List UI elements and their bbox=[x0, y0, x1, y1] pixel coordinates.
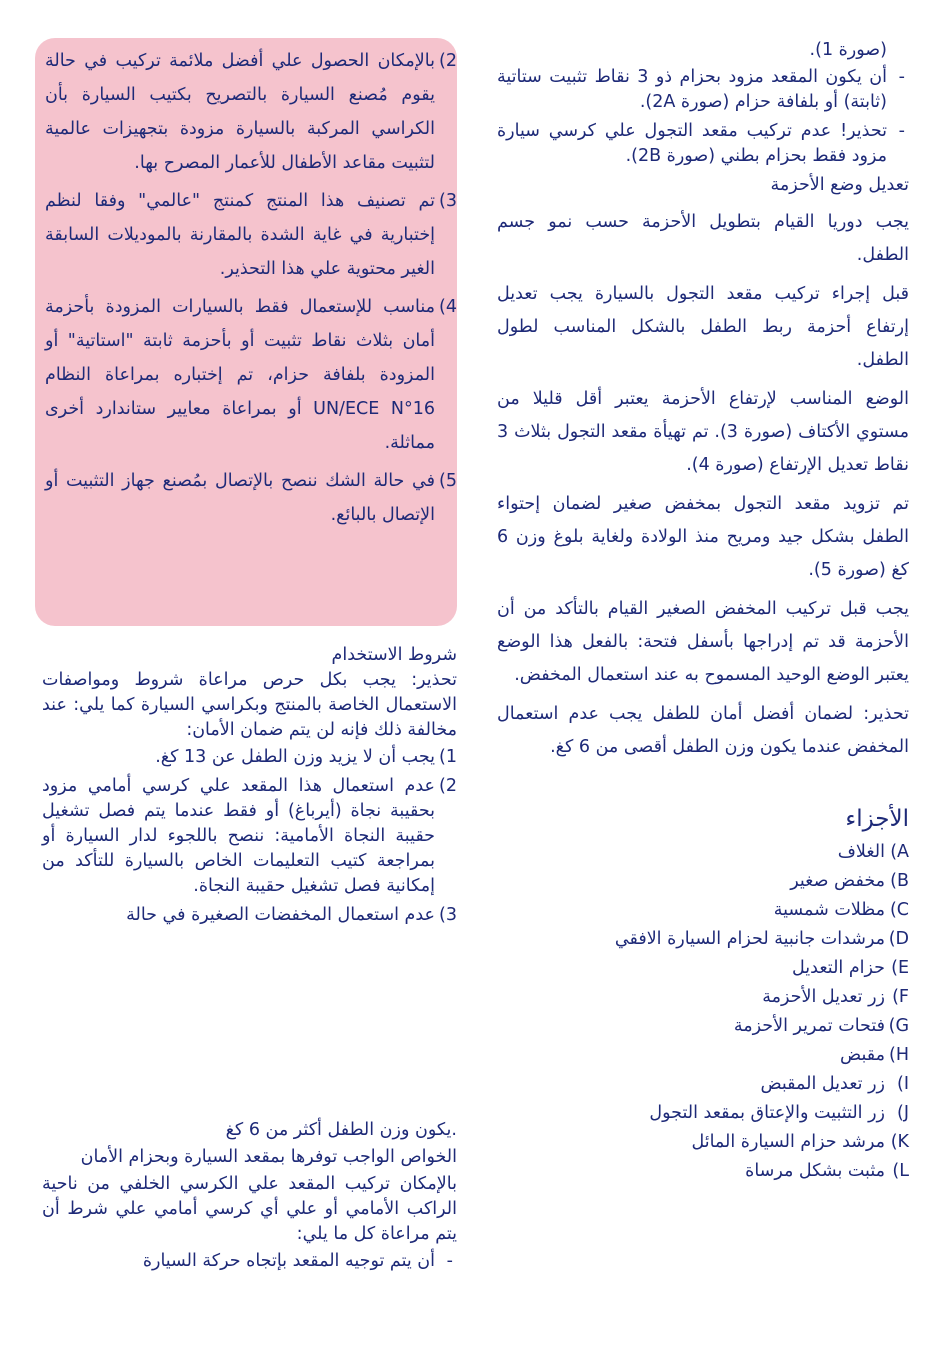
part-label: زر التثبيت والإعتاق بمقعد التجول bbox=[649, 1103, 885, 1123]
numbered-item bbox=[45, 464, 457, 532]
part-letter: F) bbox=[892, 987, 909, 1007]
section-heading: شروط الاستخدام bbox=[331, 645, 457, 665]
item-number: 5) bbox=[439, 471, 457, 491]
bullet-text: أن يكون المقعد مزود بحزام ذو 3 نقاط تثبيت ستاتية (ثابتة) أو بلفافة حزام (صورة 2A). bbox=[497, 67, 887, 112]
bullet-item bbox=[42, 1249, 457, 1274]
part-label: مرشد حزام السيارة المائل bbox=[691, 1132, 885, 1152]
dash-marker: - bbox=[446, 1251, 453, 1271]
paragraph: بالإمكان تركيب المقعد علي الكرسي الخلفي من ناحية الراكب الأمامي أو علي أي كرسي أمامي علي شرط أن يتم مراعاة كل ما يلي: bbox=[42, 1174, 457, 1244]
part-item bbox=[497, 1128, 909, 1157]
warning-paragraph: تحذير: لضمان أفضل أمان للطفل يجب عدم استعمال المخفض عندما يكون وزن الطفل أقصى من 6 كغ. bbox=[497, 704, 909, 757]
right-column bbox=[497, 38, 909, 1186]
numbered-item bbox=[42, 903, 457, 928]
continued-text: (صورة 1). bbox=[809, 40, 887, 60]
part-label: مثبت بشكل مرساة bbox=[745, 1161, 885, 1181]
item-number: 1) bbox=[439, 747, 457, 767]
item-number: 3) bbox=[439, 191, 457, 211]
item-text: يجب أن لا يزيد وزن الطفل عن 13 كغ. bbox=[155, 747, 435, 767]
numbered-item bbox=[42, 745, 457, 770]
part-label: مخفض صغير bbox=[790, 871, 885, 891]
part-item bbox=[497, 925, 909, 954]
item-text: عدم استعمال هذا المقعد علي كرسي أمامي مزود بحقيبة نجاة (أيرباغ) أو فقط عندما يتم فصل تشغيل حقيبة النجاة الأمامية: ننصح باللجوء لدار السيارة أو بمراجعة كتيب التعليمات الخاص بالسيارة للتأكد من إمكانية فصل تشغيل حقيبة النجاة. bbox=[42, 776, 435, 896]
part-letter: G) bbox=[888, 1016, 909, 1036]
section-heading: الخواص الواجب توفرها بمقعد السيارة وبحزام الأمان bbox=[80, 1147, 457, 1167]
part-letter: B) bbox=[890, 871, 909, 891]
bullet-item bbox=[497, 119, 909, 169]
bullet-text: أن يتم توجيه المقعد بإتجاه حركة السيارة bbox=[142, 1251, 435, 1271]
numbered-item bbox=[42, 774, 457, 899]
part-item bbox=[497, 867, 909, 896]
numbered-item bbox=[45, 290, 457, 460]
part-item bbox=[497, 1157, 909, 1186]
part-letter: E) bbox=[891, 958, 909, 978]
part-label: الغلاف bbox=[837, 842, 885, 862]
part-label: مقبض bbox=[840, 1045, 885, 1065]
parts-list bbox=[497, 838, 909, 1186]
usage-conditions bbox=[42, 643, 457, 932]
bullet-text: تحذير! عدم تركيب مقعد التجول علي كرسي سيارة مزود فقط بحزام بطني (صورة 2B). bbox=[497, 121, 887, 166]
part-letter: C) bbox=[889, 900, 909, 920]
item-number: 2) bbox=[439, 776, 457, 796]
car-seat-requirements bbox=[42, 1118, 457, 1274]
part-item bbox=[497, 1070, 909, 1099]
item-number: 2) bbox=[439, 51, 457, 71]
paragraph: الوضع المناسب لإرتفاع الأحزمة يعتبر أقل قليلا من مستوي الأكتاف (صورة 3). تم تهيأة مقعد التجول بثلاث 3 نقاط تعديل الإرتفاع (صورة 4). bbox=[497, 389, 910, 475]
section-heading: تعديل وضع الأحزمة bbox=[770, 175, 909, 195]
paragraph: يجب قبل تركيب المخفض الصغير القيام بالتأكد من أن الأحزمة قد تم إدراجها بأسفل فتحة: بالفعل هذا الوضع يعتبر الوضع الوحيد المسموح به عند استعمال المخفض. bbox=[497, 599, 909, 685]
part-letter: H) bbox=[889, 1045, 909, 1065]
highlight-box-content bbox=[45, 44, 457, 536]
item-text: عدم استعمال المخفضات الصغيرة في حالة bbox=[126, 905, 435, 925]
part-letter: D) bbox=[888, 929, 909, 949]
part-label: فتحات تمرير الأحزمة bbox=[733, 1016, 885, 1036]
part-item bbox=[497, 983, 909, 1012]
part-item bbox=[497, 1041, 909, 1070]
part-label: مرشدات جانبية لحزام السيارة الافقي bbox=[614, 929, 885, 949]
item-number: 3) bbox=[439, 905, 457, 925]
dash-marker: - bbox=[898, 121, 905, 141]
numbered-item bbox=[45, 184, 457, 286]
continued-text: .يكون وزن الطفل أكثر من 6 كغ bbox=[225, 1120, 457, 1140]
part-label: مظلات شمسية bbox=[773, 900, 885, 920]
part-item bbox=[497, 1012, 909, 1041]
paragraph: تم تزويد مقعد التجول بمخفض صغير لضمان إحتواء الطفل بشكل جيد ومريح منذ الولادة ولغاية بلوغ وزن 6 كغ (صورة 5). bbox=[497, 494, 909, 580]
dash-marker: - bbox=[898, 67, 905, 87]
item-text: بالإمكان الحصول علي أفضل ملائمة تركيب في حالة يقوم مُصنع السيارة بالتصريح بكتيب السيارة بأن الكراسي المركبة بالسيارة مزودة بتجهيزات عالمية لتثبيت مقاعد الأطفال للأعمار المصرح بها. bbox=[45, 51, 435, 173]
item-text: تم تصنيف هذا المنتج كمنتج "عالمي" وفقا لنظم إختبارية في غاية الشدة بالمقارنة بالموديلات السابقة الغير محتوية علي هذا التحذير. bbox=[45, 191, 435, 279]
part-label: زر تعديل الأحزمة bbox=[762, 987, 885, 1007]
part-letter: J) bbox=[897, 1103, 909, 1123]
part-item bbox=[497, 1099, 909, 1128]
bullet-item bbox=[497, 65, 909, 115]
part-letter: I) bbox=[897, 1074, 909, 1094]
part-letter: A) bbox=[890, 842, 909, 862]
item-text: في حالة الشك ننصح بالإتصال بمُصنع جهاز التثبيت أو الإتصال بالبائع. bbox=[45, 471, 435, 525]
part-label: حزام التعديل bbox=[792, 958, 885, 978]
part-letter: L) bbox=[892, 1161, 909, 1181]
warning-intro: تحذير: يجب بكل حرص مراعاة شروط ومواصفات الاستعمال الخاصة بالمنتج وبكراسي السيارة كما يلي: عند مخالفة ذلك فإنه لن يتم ضمان الأمان: bbox=[42, 670, 457, 740]
part-item bbox=[497, 954, 909, 983]
item-number: 4) bbox=[439, 297, 457, 317]
numbered-item bbox=[45, 44, 457, 180]
part-item bbox=[497, 838, 909, 867]
paragraph: قبل إجراء تركيب مقعد التجول بالسيارة يجب تعديل إرتفاع أحزمة ربط الطفل بالشكل المناسب لطول الطفل. bbox=[497, 284, 909, 370]
paragraph: يجب دوريا القيام بتطويل الأحزمة حسب نمو جسم الطفل. bbox=[497, 212, 909, 265]
part-item bbox=[497, 896, 909, 925]
item-text: مناسب للإستعمال فقط بالسيارات المزودة بأحزمة أمان بثلاث نقاط تثبيت أو بأحزمة ثابتة "استاتية" أو المزودة بلفافة حزام، تم إختباره بمراعاة النظام UN/ECE N°16 أو بمراعاة معايير ستاندارد أخرى مماثلة. bbox=[45, 297, 435, 453]
part-letter: K) bbox=[890, 1132, 909, 1152]
part-label: زر تعديل المقبض bbox=[760, 1074, 885, 1094]
parts-title: الأجزاء bbox=[845, 806, 909, 832]
